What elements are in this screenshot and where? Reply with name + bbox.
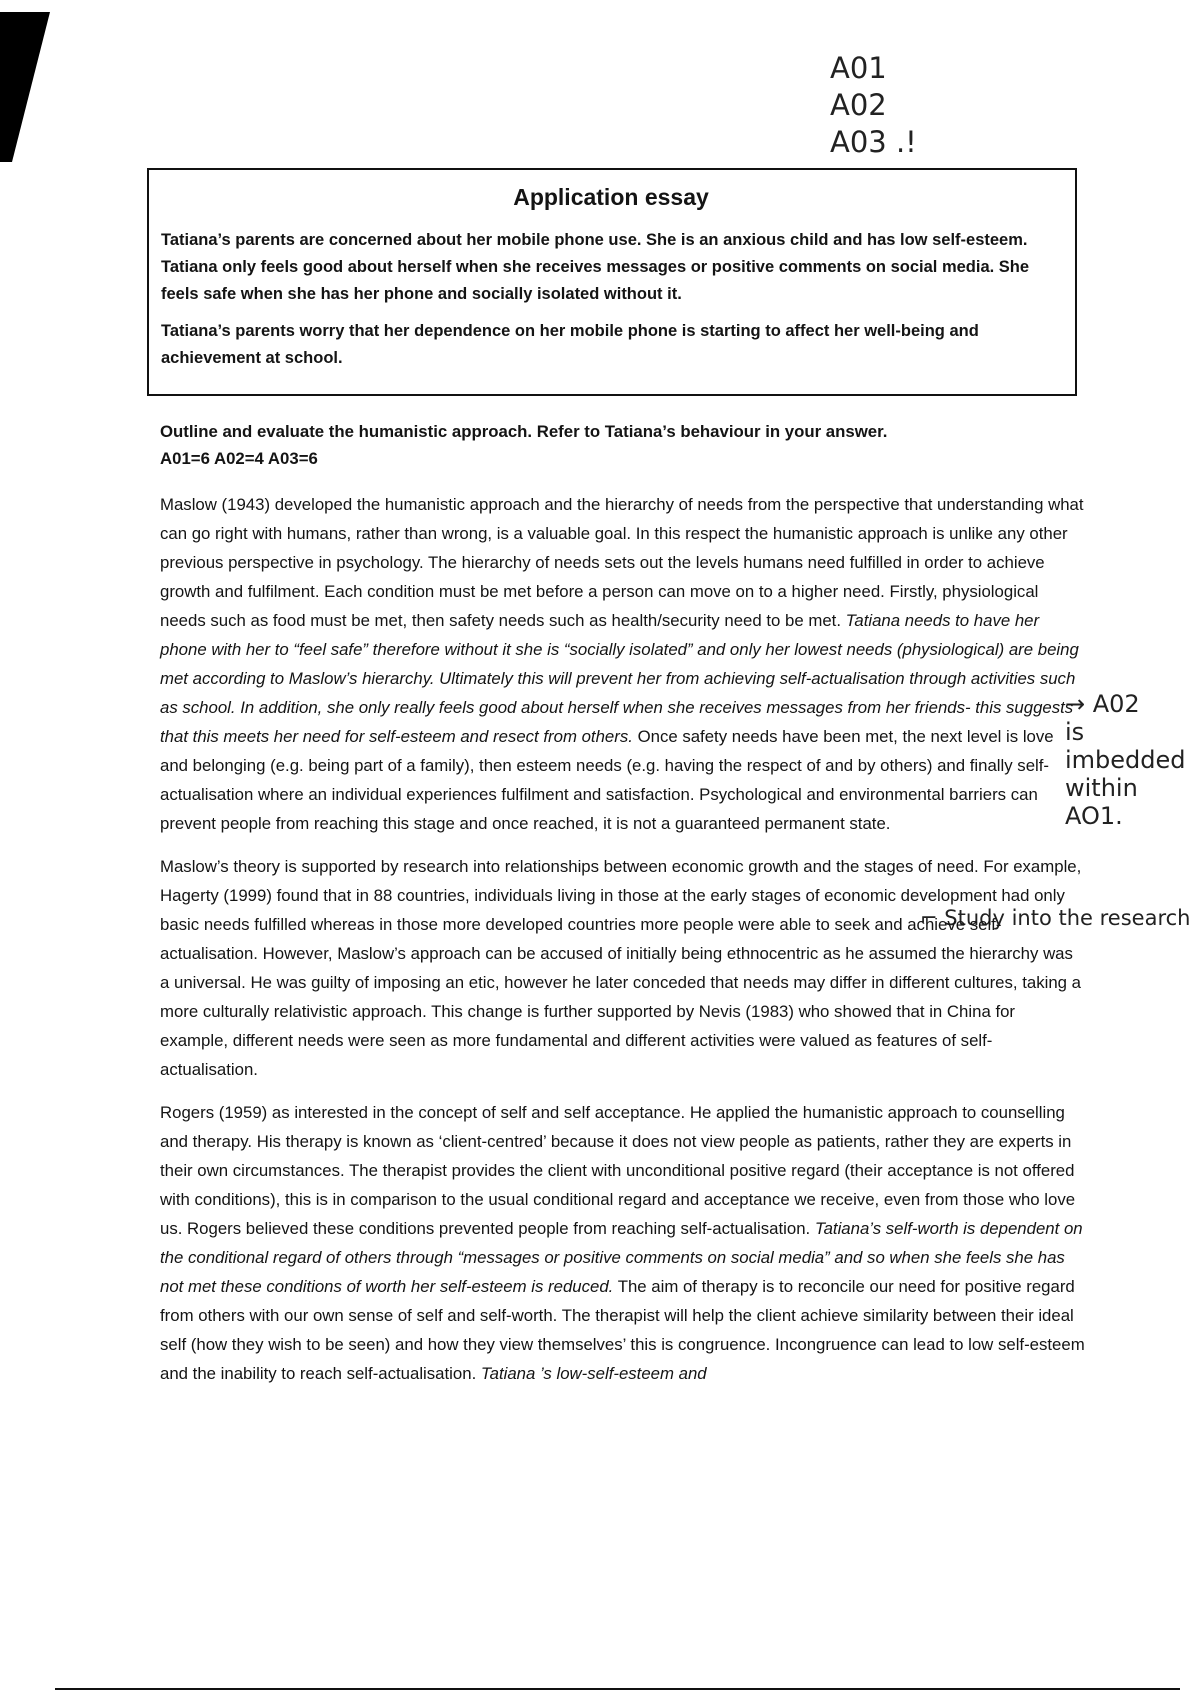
margin-note-line: AO1. (1065, 802, 1123, 830)
tag-a02: A02 (830, 88, 887, 122)
scenario-paragraph-2: Tatiana’s parents worry that her dependence on her mobile phone is starting to affect her well-being and achievement at school. (161, 322, 979, 367)
essay-body (160, 490, 1085, 1402)
assessment-objective-tags (830, 50, 917, 161)
tag-a03: A03 .! (830, 125, 917, 159)
essay-question (160, 418, 1085, 472)
essay-paragraph-maslow (160, 490, 1085, 838)
essay-text: Rogers (1959) as interested in the concept of self and self acceptance. He applied the humanistic approach to counselling and therapy. His therapy is known as ‘client-centred’ because it does not view people as patients, rather they are experts in their own circumstances. The therapist provides the client with unconditional positive regard (their acceptance is not offered with conditions), this is in comparison to the usual conditional regard and acceptance we receive, even from those who love us. Rogers believed these conditions prevented people from reaching self-actualisation. (160, 1103, 1076, 1238)
margin-note-line: imbedded (1065, 746, 1186, 774)
application-text: Tatiana needs to have her phone with her to “feel safe” therefore without it she is “socially isolated” and only her lowest needs (physiological) are being met according to Maslow’s hierarchy. Ultimately this will prevent her from achieving self-actualisation through activities such as school. In addition, she only really feels good about herself when she receives messages from her friends- this suggests that this meets her need for self-esteem and resect from others. (160, 611, 1079, 746)
page-bottom-rule (55, 1688, 1180, 1690)
essay-text: The aim of therapy is to reconcile our need for positive regard from others with our own sense of self and self-worth. The therapist will help the client achieve similarity between their ideal self (how they wish to be seen) and how they view themselves’ this is congruence. Incongruence can lead to low self-esteem and the inability to reach self-actualisation. (160, 1277, 1085, 1383)
essay-text: Maslow (1943) developed the humanistic approach and the hierarchy of needs from the perspective that understanding what can go right with humans, rather than wrong, is a valuable goal. In this respect the humanistic approach is unlike any other previous perspective in psychology. The hierarchy of needs sets out the levels humans need fulfilled in order to achieve growth and fulfilment. Each condition must be met before a person can move on to a higher need. Firstly, physiological needs such as food must be met, then safety needs such as health/security need to be met. (160, 495, 1084, 630)
scenario-paragraph-1: Tatiana’s parents are concerned about her mobile phone use. She is an anxious child and has low self-esteem. Tatiana only feels good about herself when she receives messages or positive comments on social media. She feels safe when she has her phone and socially isolated without it. (161, 231, 1030, 303)
research-margin-note: ⌐ Study into the research (920, 906, 1191, 930)
margin-note-line: is (1065, 718, 1085, 746)
application-text: Tatiana’s self-worth is dependent on the conditional regard of others through “messages or positive comments on social media” and so when she feels she has not met these conditions of worth her self-esteem is reduced. (160, 1219, 1083, 1296)
scenario-title: Application essay (513, 184, 709, 210)
essay-paragraph-research: Maslow’s theory is supported by research into relationships between economic growth and the stages of need. For example, Hagerty (1999) found that in 88 countries, individuals living in those at the early stages of economic development had only basic needs fulfilled whereas in those more developed countries more people were able to seek and achieve self-actualisation. However, Maslow’s approach can be accused of initially being ethnocentric as he assumed the hierarchy was a universal. He was guilty of imposing an etic, however he later conceded that needs may differ in different cultures, taking a more culturally relativistic approach. This change is further supported by Nevis (1983) who showed that in China for example, different needs were seen as more fundamental and different activities were valued as features of self-actualisation. (160, 857, 1082, 1079)
application-text: Tatiana ’s low-self-esteem and (480, 1364, 707, 1383)
question-prompt: Outline and evaluate the humanistic approach. Refer to Tatiana’s behaviour in your answer. (160, 422, 888, 441)
margin-note-line: within (1065, 774, 1138, 802)
tag-a01: A01 (830, 51, 887, 85)
scan-edge-mark (0, 12, 52, 162)
scenario-box (147, 168, 1077, 396)
essay-paragraph-rogers (160, 1098, 1085, 1388)
question-marks: A01=6 A02=4 A03=6 (160, 449, 318, 468)
essay-text: Once safety needs have been met, the next level is love and belonging (e.g. being part of a family), then esteem needs (e.g. having the respect of and by others) and finally self-actualisation where an individual experiences fulfilment and satisfaction. Psychological and environmental barriers can prevent people from reaching this stage and once reached, it is not a guaranteed permanent state. (160, 727, 1054, 833)
margin-note-line: → A02 (1065, 690, 1140, 718)
